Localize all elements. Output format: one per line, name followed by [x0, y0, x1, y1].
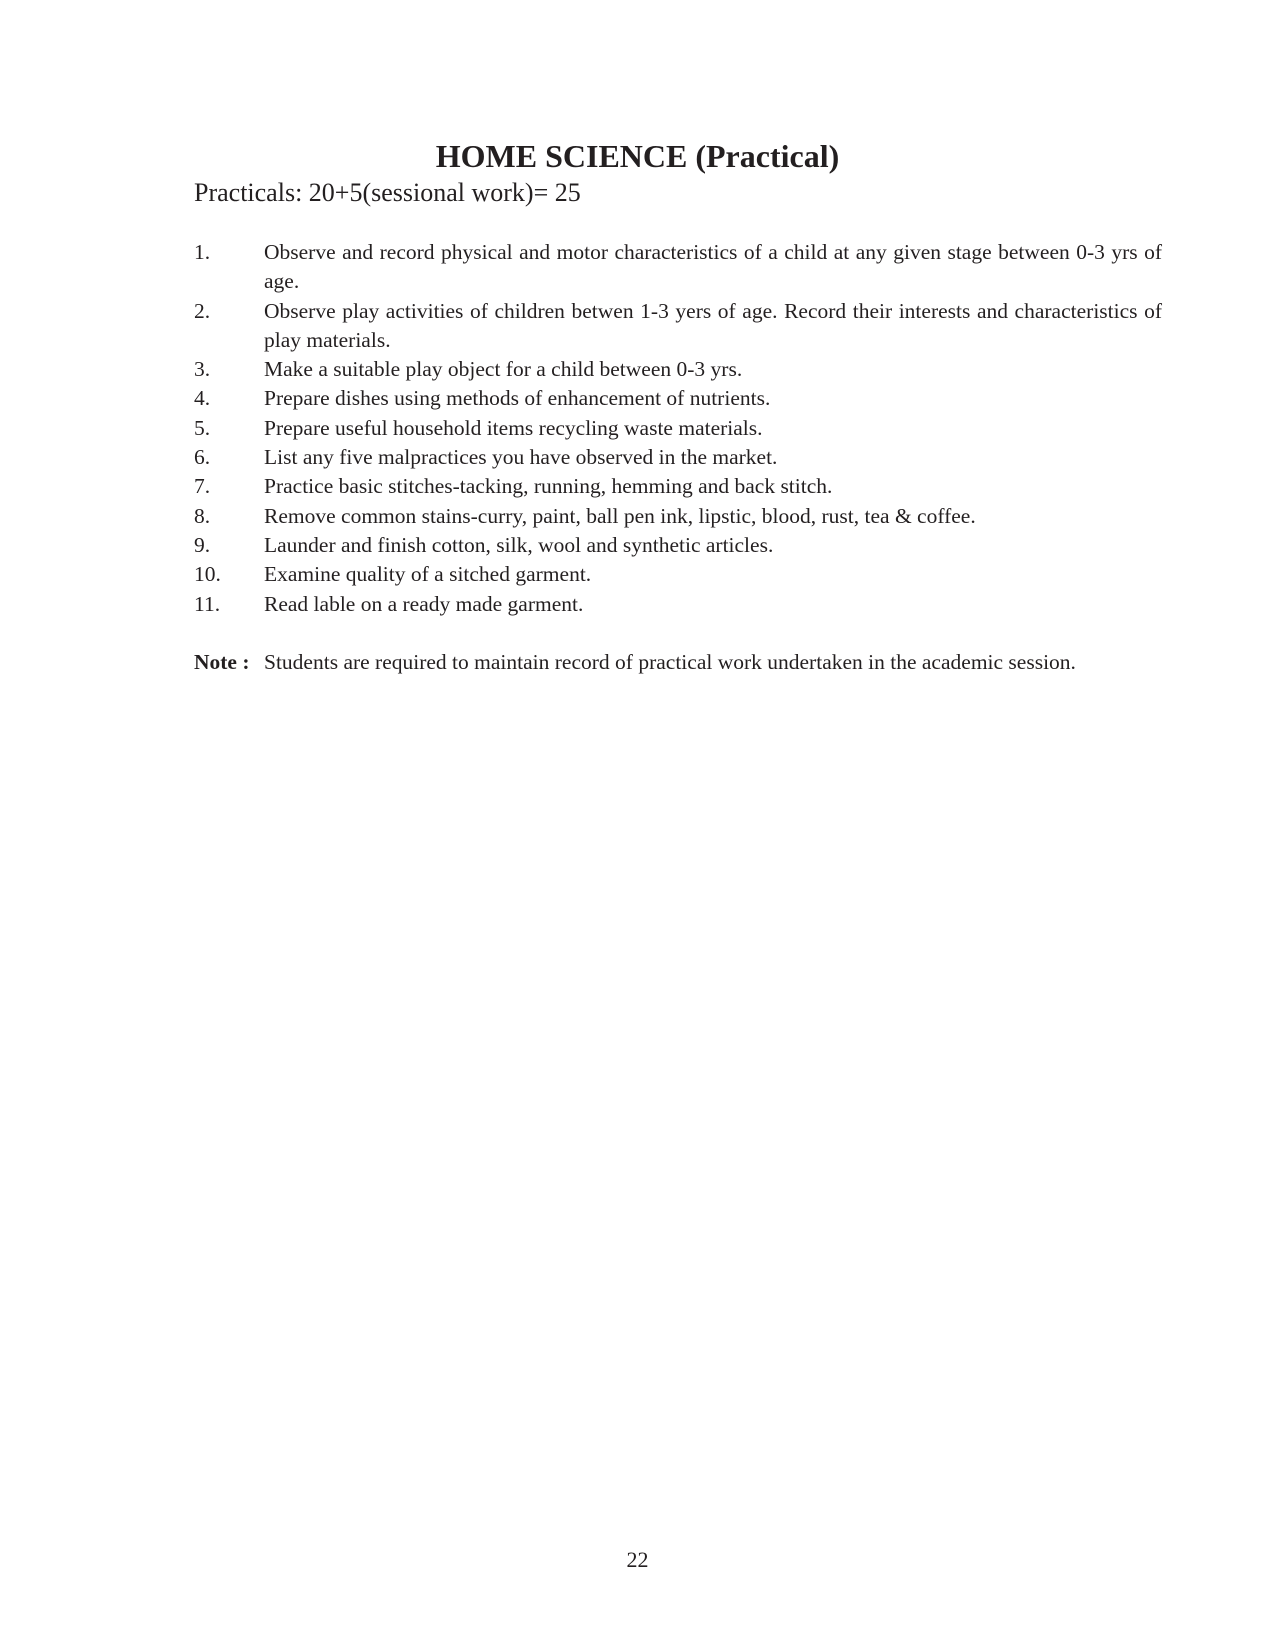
item-number: 5. — [194, 415, 211, 440]
practical-list — [194, 238, 1162, 619]
page-number: 22 — [626, 1547, 649, 1572]
item-number: 3. — [194, 357, 211, 382]
item-text: Make a suitable play object for a child between 0-3 yrs. — [264, 357, 743, 382]
item-number: 4. — [194, 386, 211, 411]
note-text: Students are required to maintain record of practical work undertaken in the academic session. — [264, 650, 1076, 674]
item-number: 8. — [194, 503, 211, 528]
item-text: Observe and record physical and motor characteristics of a child at any given stage between 0-3 yrs of age. — [264, 240, 1162, 294]
practicals-marks: Practicals: 20+5(sessional work)= 25 — [194, 178, 581, 207]
list-item — [194, 502, 1162, 531]
note-label: Note : — [194, 650, 250, 674]
item-number: 10. — [194, 562, 221, 587]
list-item — [194, 238, 1162, 297]
list-item — [194, 560, 1162, 589]
item-text: Read lable on a ready made garment. — [264, 591, 584, 616]
item-text: List any five malpractices you have observed in the market. — [264, 445, 778, 470]
list-item — [194, 297, 1162, 356]
item-number: 7. — [194, 474, 211, 499]
note — [194, 648, 1162, 677]
item-text: Observe play activities of children betwen 1-3 yers of age. Record their interests and characteristics of play materials. — [264, 298, 1162, 352]
list-item — [194, 384, 1162, 413]
item-text: Remove common stains-curry, paint, ball pen ink, lipstic, blood, rust, tea & coffee. — [264, 503, 976, 528]
list-item — [194, 355, 1162, 384]
item-text: Prepare useful household items recycling waste materials. — [264, 415, 763, 440]
list-item — [194, 472, 1162, 501]
item-text: Practice basic stitches-tacking, running, hemming and back stitch. — [264, 474, 833, 499]
item-number: 11. — [194, 591, 221, 616]
list-item — [194, 590, 1162, 619]
list-item — [194, 531, 1162, 560]
list-item — [194, 414, 1162, 443]
list-item — [194, 443, 1162, 472]
item-number: 1. — [194, 240, 211, 264]
item-number: 6. — [194, 445, 211, 470]
item-number: 2. — [194, 298, 211, 323]
item-text: Examine quality of a sitched garment. — [264, 562, 592, 587]
item-text: Prepare dishes using methods of enhancement of nutrients. — [264, 386, 771, 411]
page-title: HOME SCIENCE (Practical) — [435, 138, 840, 174]
item-text: Launder and finish cotton, silk, wool and synthetic articles. — [264, 532, 774, 557]
item-number: 9. — [194, 532, 211, 557]
